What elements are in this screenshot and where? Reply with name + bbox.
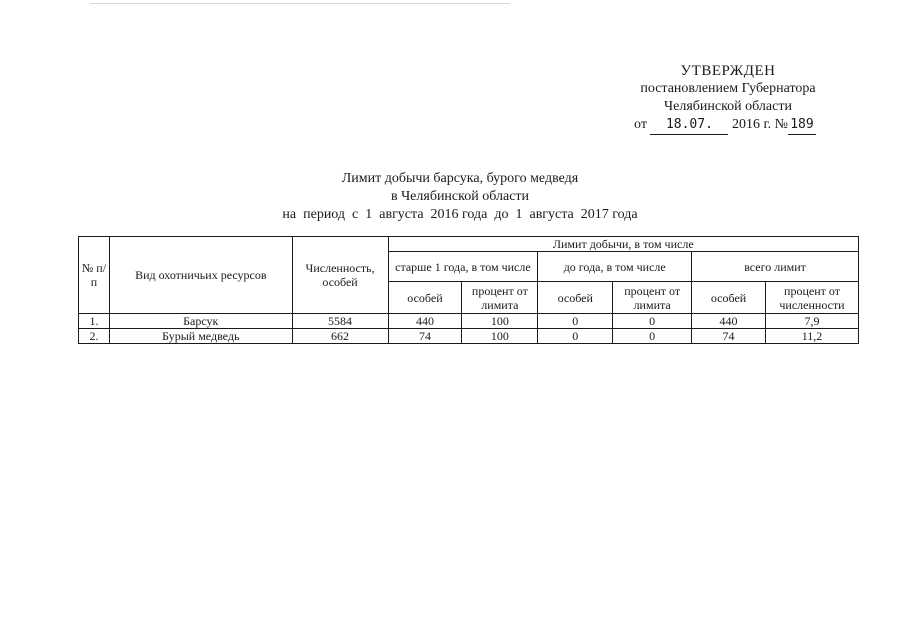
date-stamp: 18.07. [650, 116, 728, 135]
approval-heading: УТВЕРЖДЕН [680, 63, 776, 79]
header-younger: до года, в том числе [538, 252, 692, 282]
cell-older-individuals: 74 [388, 329, 462, 344]
header-older-pct: процент от лимита [462, 282, 538, 314]
scan-artifact [90, 3, 510, 4]
cell-num: 2. [79, 329, 110, 344]
cell-total-pct: 11,2 [765, 329, 858, 344]
cell-young-individuals: 0 [538, 329, 613, 344]
cell-species: Барсук [109, 314, 292, 329]
cell-young-pct: 0 [613, 314, 692, 329]
title-line-2: в Челябинской области [390, 189, 530, 204]
header-limit-group: Лимит добычи, в том числе [388, 237, 858, 252]
cell-total-pct: 7,9 [765, 314, 858, 329]
approval-date-line [628, 116, 828, 135]
title-line-3: на период с 1 августа 2016 года до 1 августа 2017 года [282, 207, 638, 222]
cell-total-individuals: 74 [692, 329, 766, 344]
limits-table [78, 236, 859, 344]
header-num: № п/п [79, 237, 110, 314]
document-title [240, 170, 680, 224]
cell-total-individuals: 440 [692, 314, 766, 329]
cell-young-individuals: 0 [538, 314, 613, 329]
header-total-individuals: особей [692, 282, 766, 314]
approval-line-2: Челябинской области [664, 99, 792, 114]
cell-species: Бурый медведь [109, 329, 292, 344]
header-total-pct: процент от численности [765, 282, 858, 314]
header-young-individuals: особей [538, 282, 613, 314]
table-row [79, 329, 859, 344]
header-older: старше 1 года, в том числе [388, 252, 538, 282]
cell-older-individuals: 440 [388, 314, 462, 329]
header-older-individuals: особей [388, 282, 462, 314]
date-suffix: 2016 г. № [731, 117, 788, 132]
cell-population: 5584 [292, 314, 388, 329]
cell-young-pct: 0 [613, 329, 692, 344]
cell-older-pct: 100 [462, 329, 538, 344]
header-population: Численность, особей [292, 237, 388, 314]
date-prefix: от [634, 117, 647, 132]
cell-num: 1. [79, 314, 110, 329]
table-row [79, 314, 859, 329]
header-young-pct: процент от лимита [613, 282, 692, 314]
header-species: Вид охотничьих ресурсов [109, 237, 292, 314]
cell-population: 662 [292, 329, 388, 344]
number-stamp: 189 [788, 116, 816, 135]
cell-older-pct: 100 [462, 314, 538, 329]
approval-block [628, 62, 828, 135]
header-total: всего лимит [692, 252, 859, 282]
approval-line-1: постановлением Губернатора [640, 81, 816, 96]
title-line-1: Лимит добычи барсука, бурого медведя [341, 171, 579, 186]
